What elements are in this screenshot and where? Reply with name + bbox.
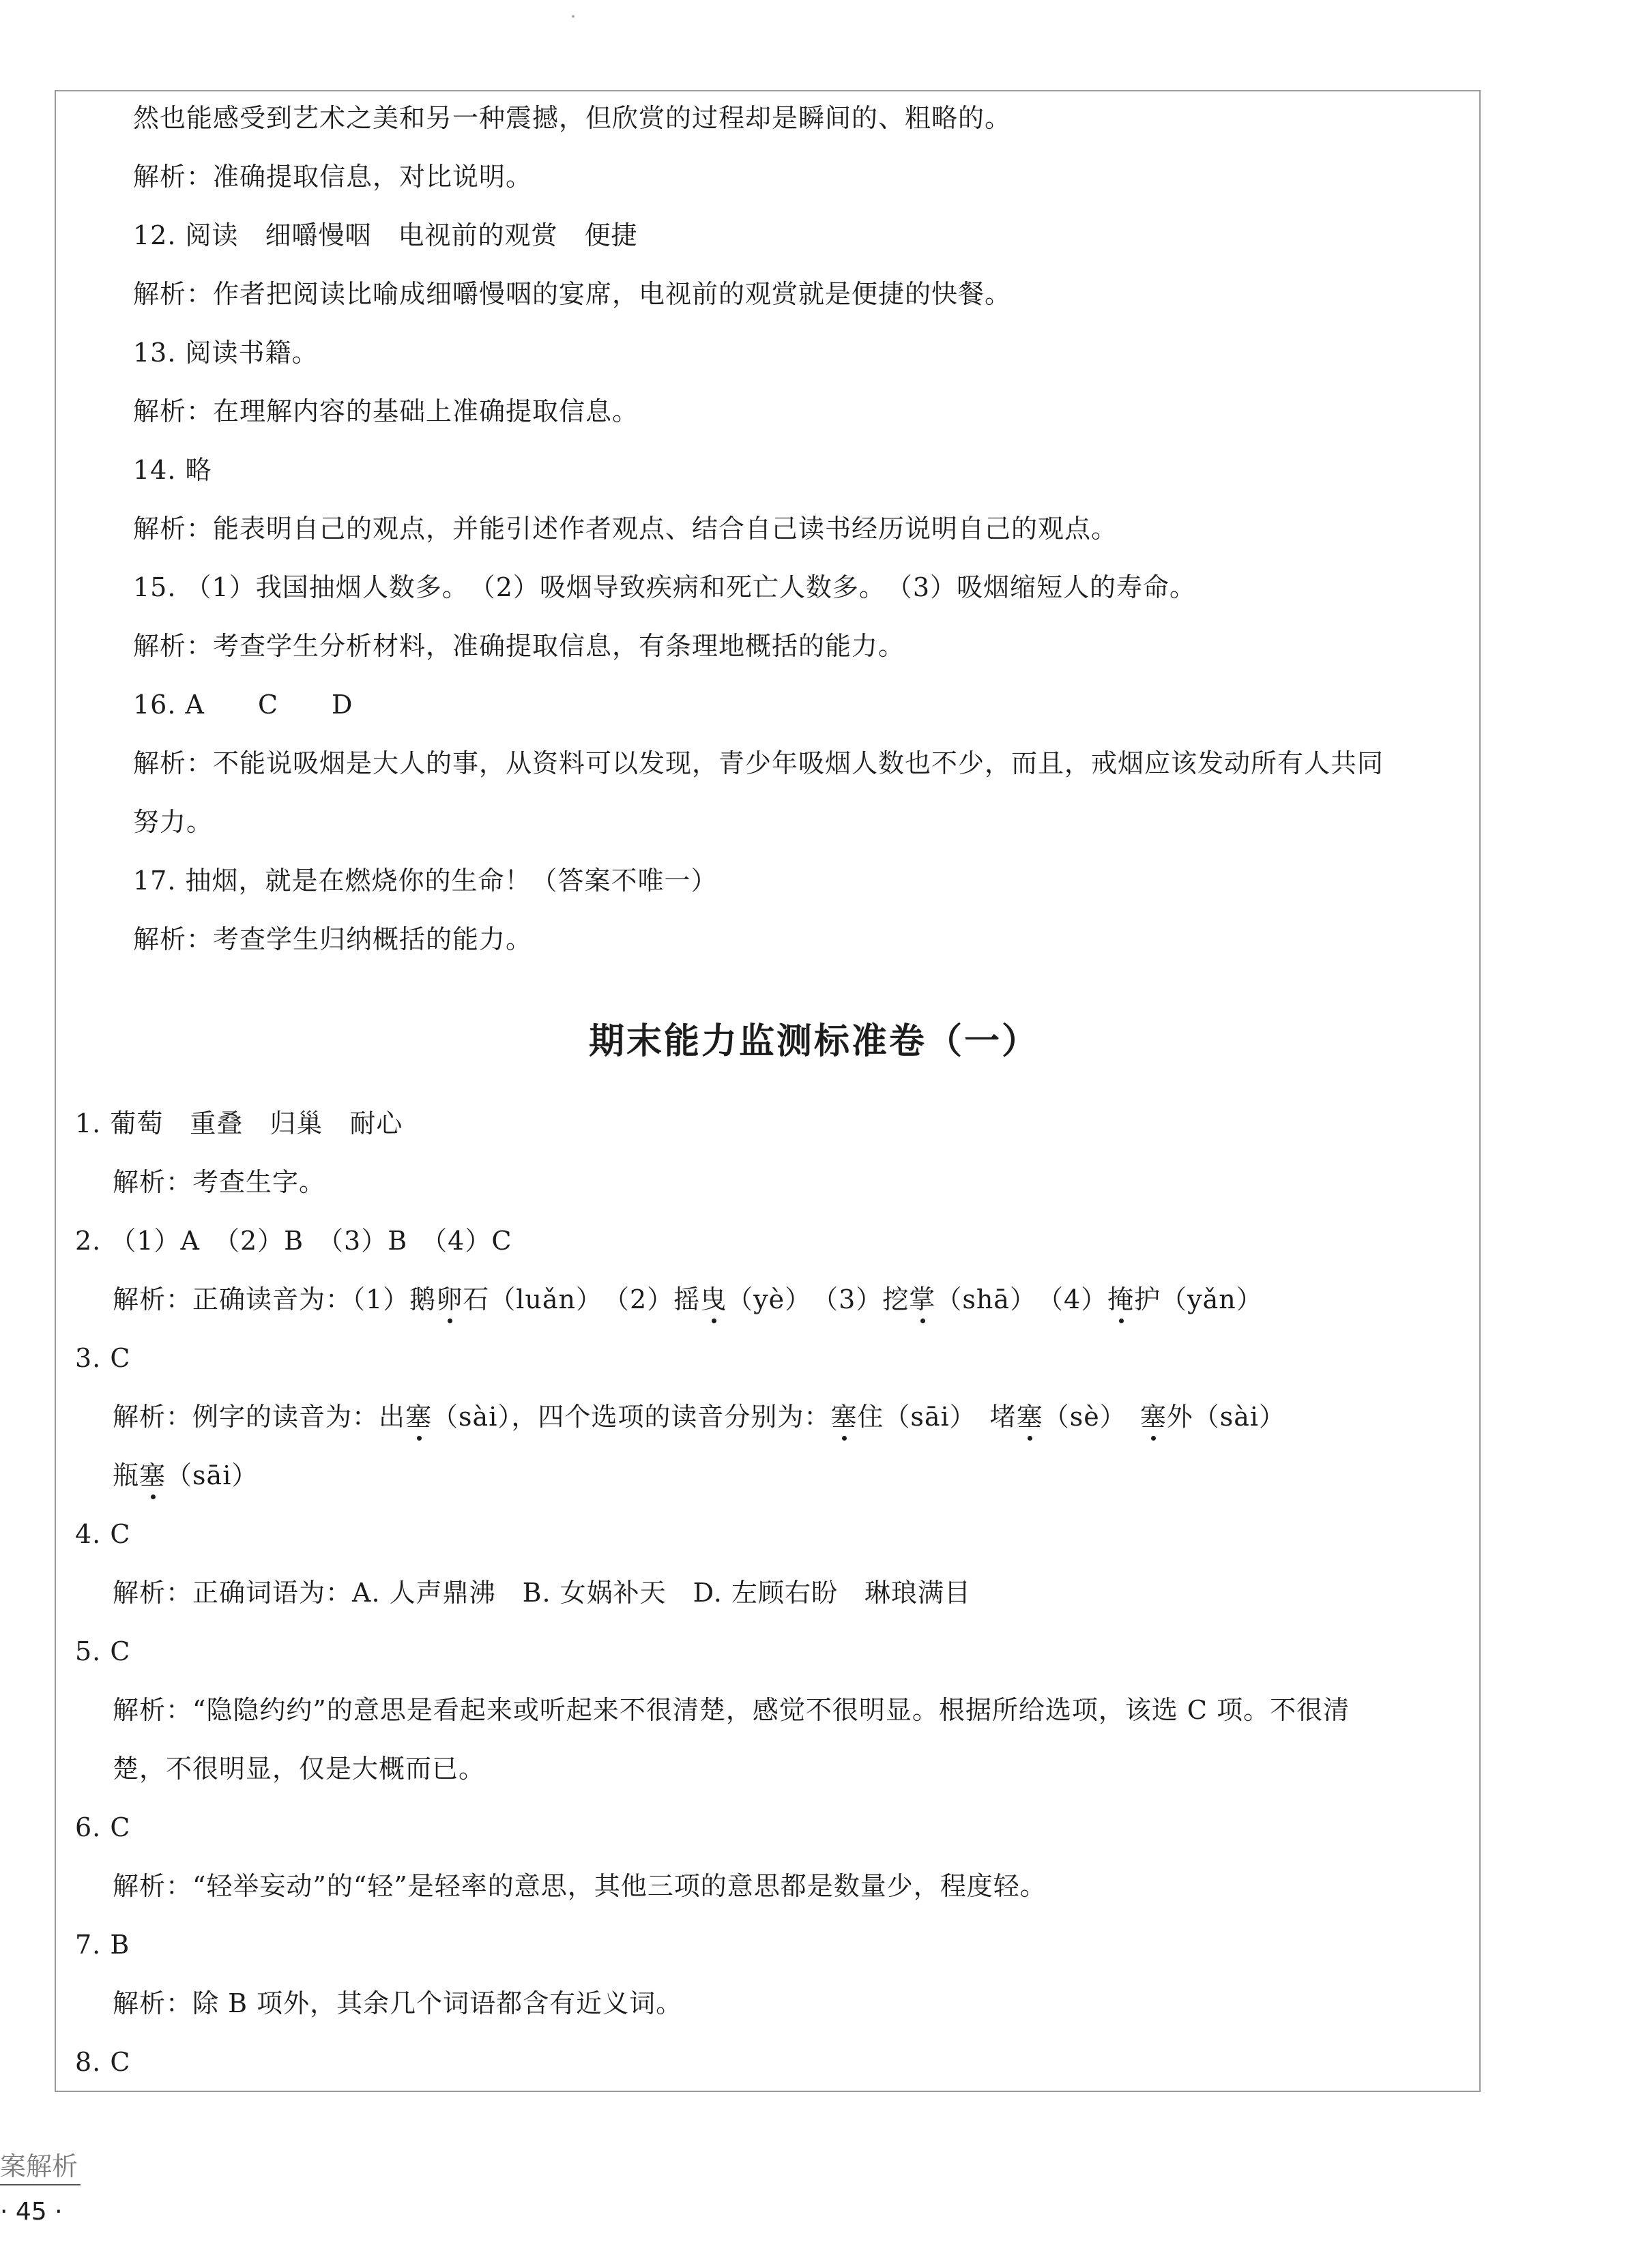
text-line: 解析：在理解内容的基础上准确提取信息。	[133, 396, 639, 426]
answer-box	[55, 90, 1481, 2092]
text-line: 13. 阅读书籍。	[133, 338, 319, 368]
question-6-note: 解析：“轻举妄动”的“轻”是轻率的意思，其他三项的意思都是数量少，程度轻。	[113, 1871, 1047, 1901]
text-line: 努力。	[133, 807, 214, 837]
text-line: 解析：准确提取信息，对比说明。	[133, 162, 533, 192]
section-title: 期末能力监测标准卷（一）	[588, 1021, 1039, 1062]
footer-rule	[0, 2184, 81, 2185]
page-number: · 45 ·	[0, 2198, 63, 2226]
question-8: 8. C	[75, 2047, 131, 2077]
question-3: 3. C	[75, 1343, 131, 1373]
question-6: 6. C	[75, 1812, 131, 1842]
question-1-note: 解析：考查生字。	[113, 1167, 326, 1197]
scan-mark	[572, 15, 575, 18]
text-line: 解析：能表明自己的观点，并能引述作者观点、结合自己读书经历说明自己的观点。	[133, 514, 1118, 544]
question-7: 7. B	[75, 1930, 130, 1960]
question-5-note: 解析：“隐隐约约”的意思是看起来或听起来不很清楚，感觉不很明显。根据所给选项，该选 C 项。不很清	[113, 1695, 1350, 1725]
question-2-note: 解析：正确读音为：（1）鹅卵石（luǎn） （2）摇曳（yè） （3）挖掌（shā） （4）掩护（yǎn）	[113, 1282, 1263, 1316]
question-4-note: 解析：正确词语为：A. 人声鼎沸 B. 女娲补天 D. 左顾右盼 琳琅满目	[113, 1578, 971, 1608]
text-line: 15. （1）我国抽烟人数多。 （2）吸烟导致疾病和死亡人数多。 （3）吸烟缩短人的寿命。	[133, 572, 1197, 602]
question-4: 4. C	[75, 1519, 131, 1549]
question-5-note-cont: 楚，不很明显，仅是大概而已。	[113, 1754, 486, 1784]
text-line: 16. A C D	[133, 690, 353, 720]
question-3-note: 解析：例字的读音为：出塞（sài），四个选项的读音分别为：塞住（sāi） 堵塞（sè） 塞外（sài）	[113, 1400, 1285, 1434]
question-3-note-cont: 瓶塞（sāi）	[113, 1458, 258, 1492]
question-5: 5. C	[75, 1636, 131, 1666]
footer-label: 案解析	[0, 2151, 78, 2181]
text-line: 17. 抽烟，就是在燃烧你的生命！（答案不唯一）	[133, 866, 718, 896]
text-line: 解析：考查学生分析材料，准确提取信息，有条理地概括的能力。	[133, 631, 905, 661]
text-line: 解析：作者把阅读比喻成细嚼慢咽的宴席，电视前的观赏就是便捷的快餐。	[133, 279, 1012, 309]
question-1: 1. 葡萄 重叠 归巢 耐心	[75, 1108, 403, 1138]
text-line: 然也能感受到艺术之美和另一种震撼，但欣赏的过程却是瞬间的、粗略的。	[133, 103, 1012, 133]
text-line: 12. 阅读 细嚼慢咽 电视前的观赏 便捷	[133, 220, 638, 250]
question-2: 2. （1）A （2）B （3）B （4）C	[75, 1226, 512, 1256]
text-line: 14. 略	[133, 455, 212, 485]
question-7-note: 解析：除 B 项外，其余几个词语都含有近义词。	[113, 1988, 683, 2018]
text-line: 解析：考查学生归纳概括的能力。	[133, 924, 533, 954]
text-line: 解析：不能说吸烟是大人的事，从资料可以发现，青少年吸烟人数也不少，而且，戒烟应该发动所有人共同	[133, 748, 1384, 778]
